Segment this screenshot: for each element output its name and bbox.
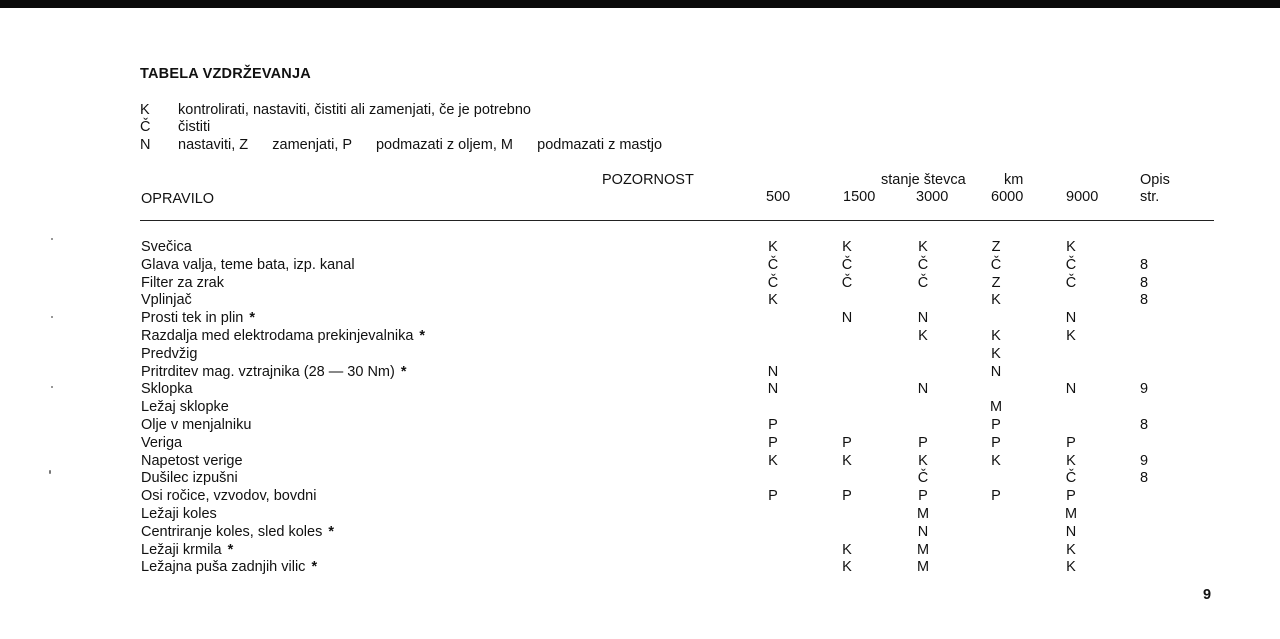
table-row [0,469,1280,487]
table-row [0,256,1280,274]
header-description: Opis [1140,172,1170,188]
row-task [141,469,238,487]
interval-cell-6000: K [991,345,1001,362]
interval-cell-1500: Č [841,274,853,291]
table-row [0,487,1280,505]
table-row [0,291,1280,309]
interval-cell-1500: K [842,239,852,255]
row-task-label: Veriga [141,434,183,451]
row-task [141,345,197,363]
header-interval-500: 500 [766,189,791,205]
header-task: OPRAVILO [141,191,215,207]
interval-cell-9000: K [1066,559,1076,576]
table-row [0,505,1280,523]
row-task-label: Olje v menjalniku [141,417,252,433]
row-task [141,274,224,292]
table-row [0,274,1280,292]
interval-cell-3000: Č [917,274,929,291]
row-page-reference: 9 [1140,452,1149,469]
header-interval-6000: 6000 [991,189,1024,205]
interval-cell-9000: M [1064,506,1078,522]
interval-cell-500: P [768,417,778,433]
table-row [0,416,1280,434]
interval-cell-6000: K [991,292,1001,309]
interval-cell-3000: N [917,523,929,540]
attention-star: * [400,363,407,380]
row-task-label: Prosti tek in plin [141,310,244,327]
interval-cell-3000: K [918,239,928,255]
interval-cell-9000: K [1066,239,1076,255]
header-unit: km [1004,172,1024,188]
interval-cell-6000: P [991,434,1001,451]
row-task-label: Osi ročice, vzvodov, bovdni [141,488,317,505]
row-task-label: Svečica [141,239,192,255]
interval-cell-500: N [767,381,779,398]
table-row [0,523,1280,541]
table-row [0,380,1280,398]
row-task-label: Glava valja, teme bata, izp. kanal [141,256,355,273]
row-page-reference: 8 [1140,292,1149,309]
row-task-label: Ležaj sklopke [141,399,229,416]
row-task-label: Ležaji koles [141,506,217,522]
row-task-label: Predvžig [141,345,198,362]
row-task-label: Ležajna puša zadnjih vilic [141,559,306,576]
interval-cell-1500: Č [841,256,853,273]
row-task-label: Sklopka [141,381,193,398]
table-row [0,238,1280,256]
row-task [141,380,193,398]
interval-cell-500: K [768,452,778,469]
interval-cell-9000: K [1066,328,1076,344]
attention-star: * [419,328,426,344]
interval-cell-1500: P [842,434,852,451]
header-interval-3000: 3000 [916,189,949,205]
interval-cell-6000: Č [990,256,1002,273]
interval-cell-6000: M [989,399,1003,416]
attention-star: * [311,559,318,576]
table-row [0,363,1280,381]
row-page-reference: 8 [1140,417,1149,433]
interval-cell-6000: Z [991,274,1001,291]
interval-cell-3000: Č [917,470,929,487]
interval-cell-6000: P [991,488,1001,505]
interval-cell-9000: K [1066,541,1076,558]
interval-cell-9000: Č [1065,274,1077,291]
row-task [141,327,425,345]
interval-cell-3000: P [918,488,928,505]
interval-cell-500: P [768,434,778,451]
interval-cell-3000: M [916,559,930,576]
interval-cell-9000: Č [1065,470,1077,487]
table-row [0,452,1280,470]
interval-cell-500: Č [767,274,779,291]
table-row [0,345,1280,363]
table-row [0,558,1280,576]
interval-cell-3000: P [918,434,928,451]
interval-cell-9000: N [1065,310,1077,327]
scan-speck [51,386,53,388]
interval-cell-9000: K [1066,452,1076,469]
row-page-reference: 8 [1140,256,1149,273]
legend-text-c: čistiti [178,119,211,135]
row-task [141,558,317,576]
header-attention: POZORNOST [602,172,694,188]
interval-cell-500: K [768,292,778,309]
row-task [141,523,334,541]
interval-cell-3000: M [916,541,930,558]
interval-cell-1500: K [842,559,852,576]
interval-cell-1500: K [842,541,852,558]
header-divider [140,220,1214,221]
interval-cell-500: P [768,488,778,505]
interval-cell-3000: Č [917,256,929,273]
row-task [141,505,217,523]
attention-star: * [249,310,256,327]
header-counter: stanje števca [881,172,966,188]
interval-cell-9000: P [1066,434,1076,451]
legend-text-k: kontrolirati, nastaviti, čistiti ali zamenjati, če je potrebno [178,102,531,118]
interval-cell-500: N [767,363,779,380]
header-interval-1500: 1500 [843,189,876,205]
document-title: TABELA VZDRŽEVANJA [140,66,311,82]
interval-cell-3000: N [917,310,929,327]
interval-cell-500: Č [767,256,779,273]
row-task [141,434,182,452]
table-row [0,434,1280,452]
interval-cell-3000: M [916,506,930,522]
interval-cell-9000: N [1065,523,1077,540]
legend-key-c: Č [140,119,151,135]
row-task-label: Centriranje koles, sled koles [141,523,323,540]
table-row [0,309,1280,327]
row-task [141,291,192,309]
row-page-reference: 8 [1140,274,1149,291]
row-page-reference: 8 [1140,470,1149,487]
legend-text-n: nastaviti, Z zamenjati, P podmazati z oljem, M podmazati z mastjo [178,137,663,153]
row-task [141,541,233,559]
interval-cell-6000: K [991,452,1001,469]
row-task-label: Vplinjač [141,292,192,309]
interval-cell-6000: Z [991,239,1001,255]
attention-star: * [227,541,234,558]
interval-cell-1500: K [842,452,852,469]
scan-speck [51,316,53,318]
row-task-label: Filter za zrak [141,274,224,291]
row-page-reference: 9 [1140,381,1149,398]
row-task-label: Ležaji krmila [141,541,222,558]
interval-cell-9000: P [1066,488,1076,505]
table-row [0,398,1280,416]
legend-key-n: N [140,137,151,153]
interval-cell-6000: N [990,363,1002,380]
scan-top-border [0,0,1280,8]
row-task-label: Razdalja med elektrodama prekinjevalnika [141,328,414,344]
header-description-page: str. [1140,189,1160,205]
row-task [141,256,355,274]
row-task [141,452,243,470]
interval-cell-3000: N [917,381,929,398]
row-task [141,309,255,327]
row-task [141,398,229,416]
interval-cell-6000: P [991,417,1001,433]
table-row [0,327,1280,345]
interval-cell-6000: K [991,328,1001,344]
row-task [141,416,251,434]
row-task-label: Pritrditev mag. vztrajnika (28 — 30 Nm) [141,363,395,380]
interval-cell-9000: Č [1065,256,1077,273]
row-task [141,487,316,505]
interval-cell-9000: N [1065,381,1077,398]
table-row [0,541,1280,559]
interval-cell-500: K [768,239,778,255]
interval-cell-3000: K [918,328,928,344]
attention-star: * [328,523,334,540]
page-number: 9 [1203,587,1212,603]
header-interval-9000: 9000 [1066,189,1099,205]
row-task-label: Napetost verige [141,452,243,469]
scan-speck [49,470,51,474]
interval-cell-1500: P [842,488,852,505]
row-task [141,238,192,256]
row-task-label: Dušilec izpušni [141,470,238,487]
interval-cell-3000: K [918,452,928,469]
scan-speck [51,238,53,240]
interval-cell-1500: N [841,310,853,327]
row-task [141,363,406,381]
legend-key-k: K [140,102,150,118]
